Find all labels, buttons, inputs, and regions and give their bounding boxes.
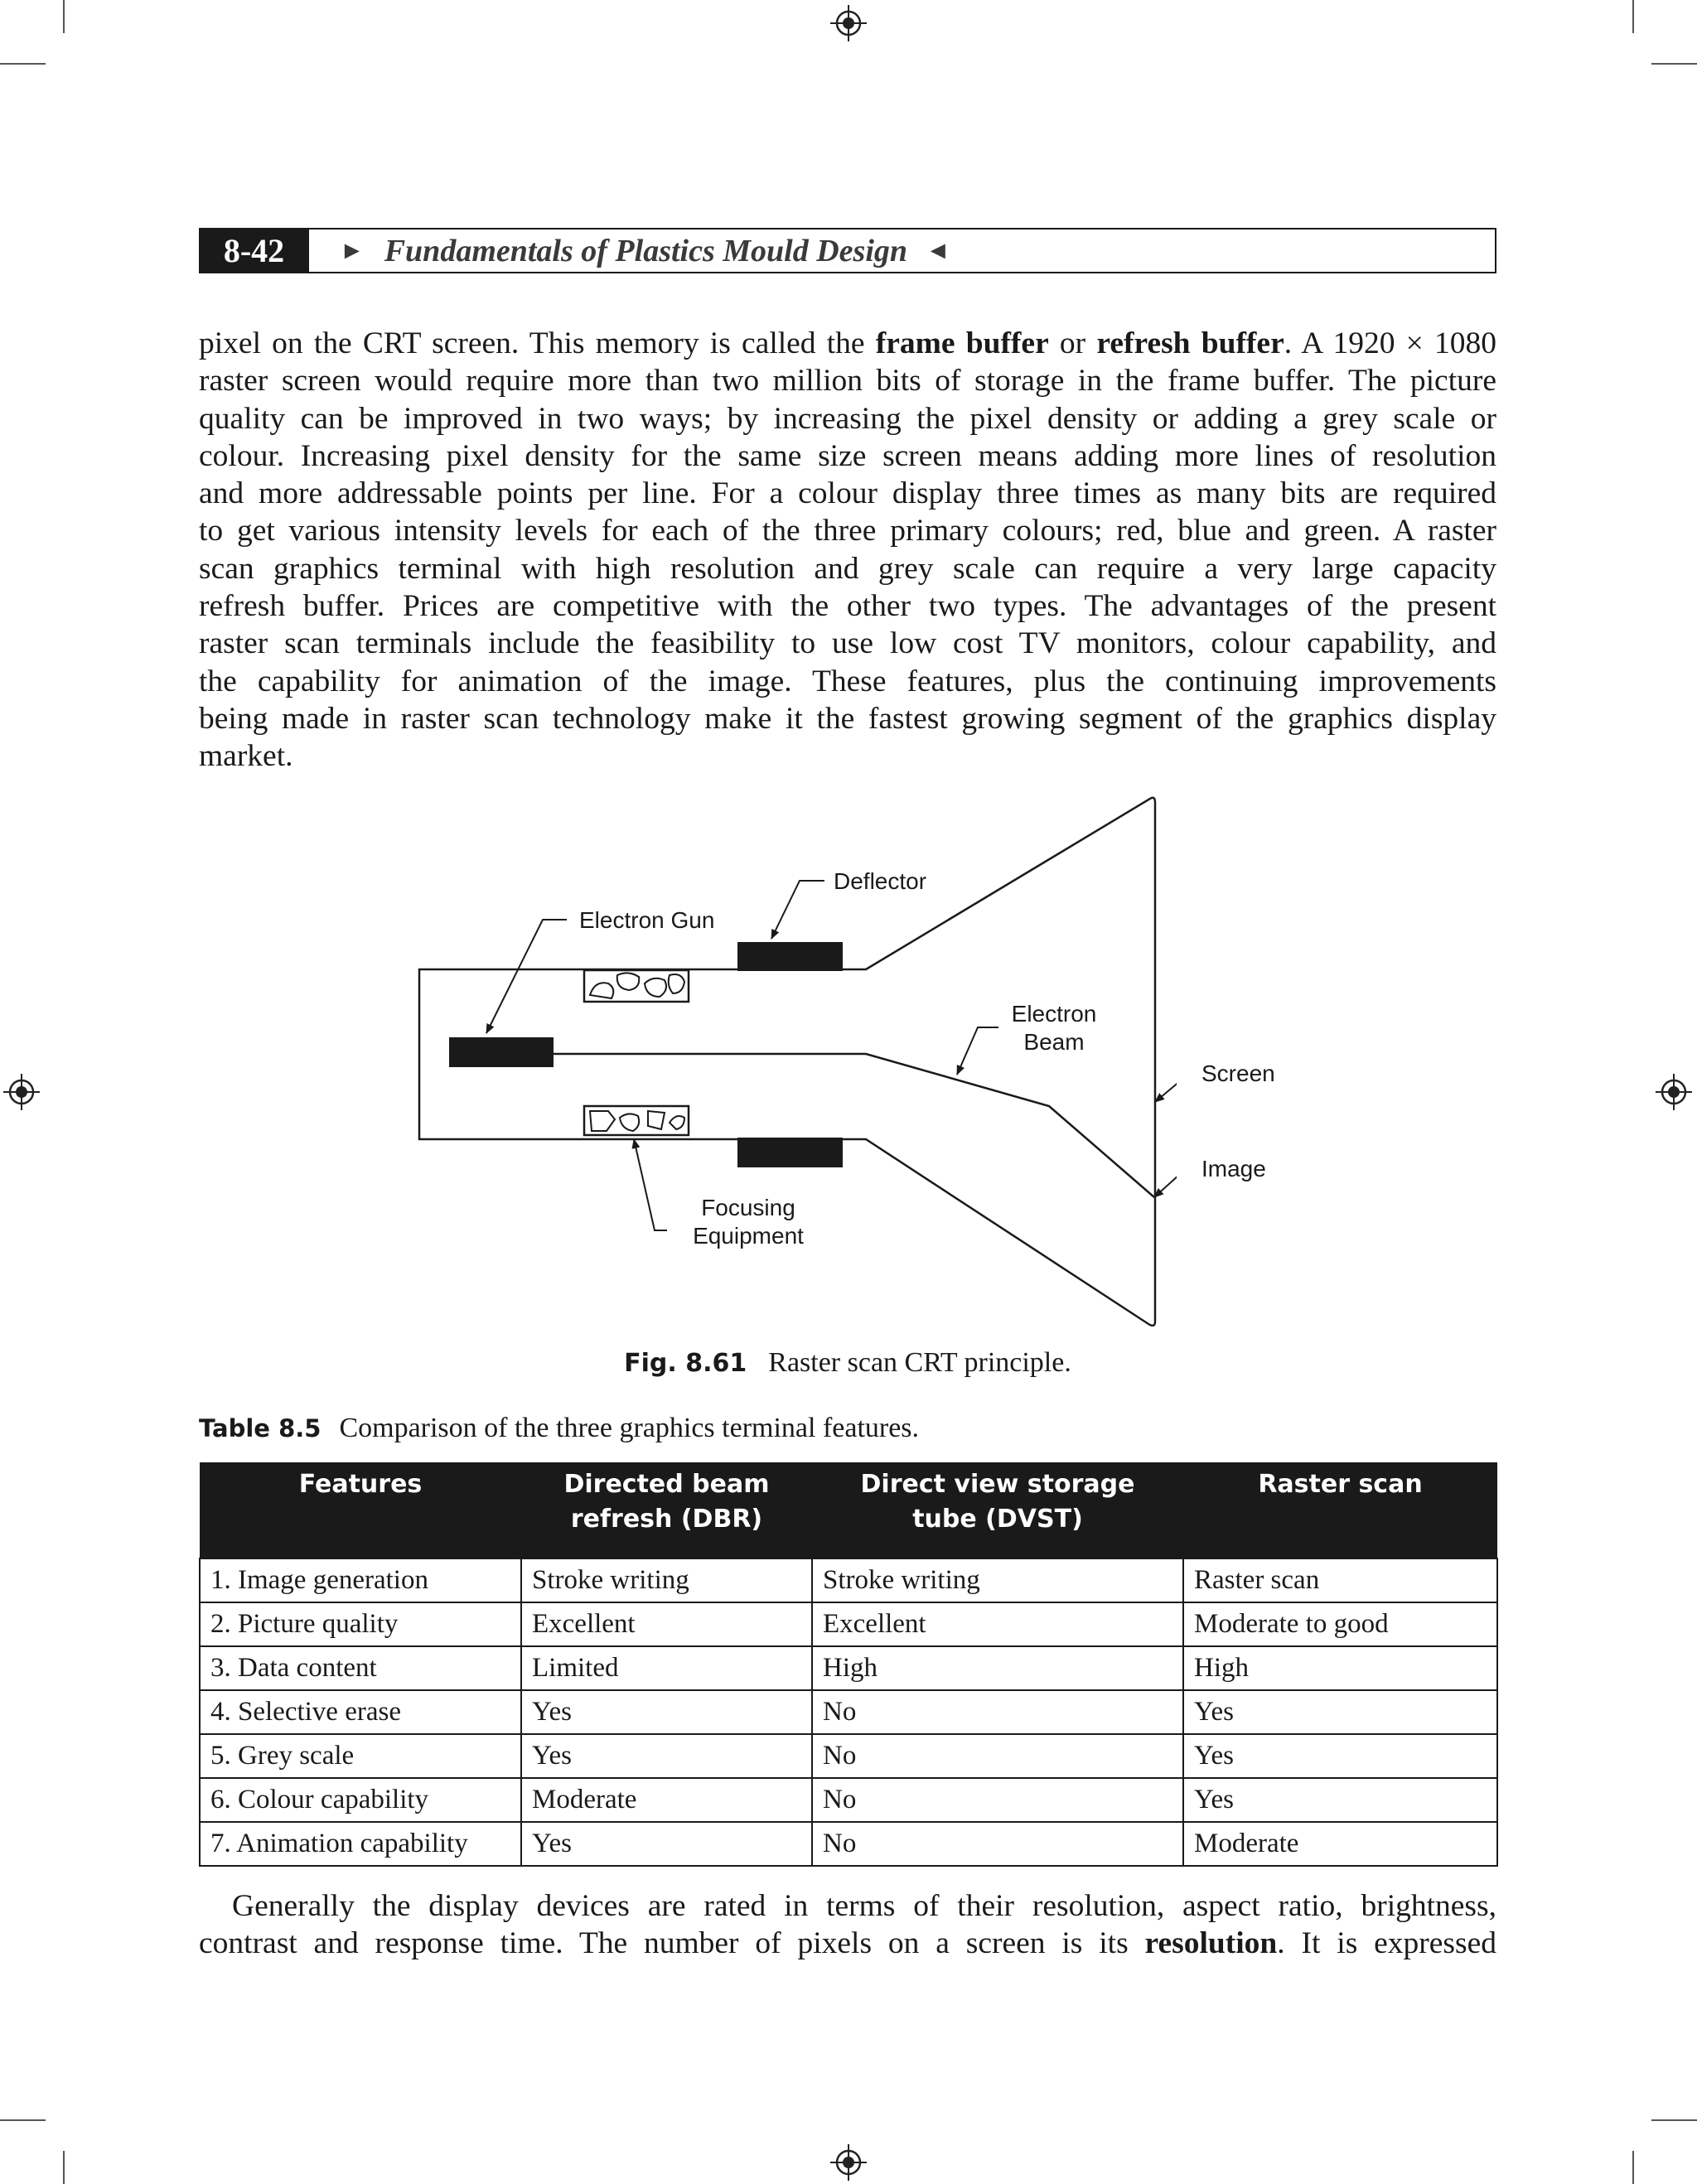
table-cell: 2. Picture quality xyxy=(200,1602,521,1646)
table-cell: 7. Animation capability xyxy=(200,1822,521,1866)
table-caption-text: Comparison of the three graphics terminal features. xyxy=(339,1413,920,1443)
focusing-equipment-bottom xyxy=(584,1106,689,1135)
table-cell: Excellent xyxy=(521,1602,812,1646)
table-cell: Moderate to good xyxy=(1183,1602,1497,1646)
table-header-row xyxy=(200,1462,1497,1558)
crop-mark xyxy=(63,2151,65,2184)
term-refresh-buffer: refresh buffer xyxy=(1096,326,1284,360)
text-line: and more addressable points per line. For a colour display three times as many bits are required xyxy=(199,476,1496,511)
body-paragraph-1 xyxy=(199,325,1496,776)
registration-mark-icon xyxy=(830,5,867,41)
table-cell: High xyxy=(812,1646,1183,1690)
registration-mark-icon xyxy=(3,1074,40,1110)
table-row xyxy=(200,1646,1497,1690)
focusing-equipment-top xyxy=(584,970,689,1002)
crt-diagram xyxy=(406,791,1177,1330)
figure-caption-text: Raster scan CRT principle. xyxy=(768,1347,1071,1378)
crop-mark xyxy=(1632,0,1634,33)
registration-mark-icon xyxy=(830,2144,867,2181)
table-cell: 1. Image generation xyxy=(200,1558,521,1602)
table-number: Table 8.5 xyxy=(199,1414,322,1442)
crop-mark xyxy=(1632,2151,1634,2184)
crop-mark xyxy=(1651,63,1697,65)
table-cell: Yes xyxy=(521,1822,812,1866)
table-cell: No xyxy=(812,1690,1183,1734)
table-cell: Yes xyxy=(521,1734,812,1778)
column-header: Directed beam refresh (DBR) xyxy=(521,1462,812,1558)
table-cell: Stroke writing xyxy=(521,1558,812,1602)
right-triangle-icon: ► xyxy=(340,236,365,264)
leader-screen xyxy=(1155,1077,1177,1102)
text-line: being made in raster scan technology make it the fastest growing segment of the graphics display xyxy=(199,701,1496,736)
table-cell: Yes xyxy=(1183,1778,1497,1822)
table-cell: 3. Data content xyxy=(200,1646,521,1690)
term-resolution: resolution xyxy=(1144,1926,1278,1961)
term-frame-buffer: frame buffer xyxy=(875,326,1049,360)
table-cell: No xyxy=(812,1822,1183,1866)
registration-mark-icon xyxy=(1656,1074,1692,1110)
table-caption xyxy=(199,1413,919,1444)
table-row xyxy=(200,1734,1497,1778)
text-line: Generally the display devices are rated in terms of their resolution, aspect ratio, brightness, xyxy=(232,1889,1496,1923)
electron-gun-block xyxy=(449,1037,554,1067)
table-cell: High xyxy=(1183,1646,1497,1690)
left-triangle-icon: ◄ xyxy=(926,236,950,264)
table-cell: Excellent xyxy=(812,1602,1183,1646)
table-row xyxy=(200,1822,1497,1866)
text-line: raster screen would require more than two million bits of storage in the frame buffer. The picture xyxy=(199,364,1496,399)
crop-mark xyxy=(1651,2119,1697,2121)
table-cell: Yes xyxy=(521,1690,812,1734)
label-screen: Screen xyxy=(1201,1061,1275,1086)
table-cell: Moderate xyxy=(521,1778,812,1822)
text-line: scan graphics terminal with high resolution and grey scale can require a very large capacity xyxy=(199,551,1496,586)
leader-deflector xyxy=(771,881,824,939)
figure-number: Fig. 8.61 xyxy=(624,1349,747,1378)
table-cell: No xyxy=(812,1778,1183,1822)
leader-electron-beam xyxy=(957,1027,998,1075)
text-line: market. xyxy=(199,739,293,774)
crop-mark xyxy=(0,2119,46,2121)
body-paragraph-2 xyxy=(199,1887,1496,1963)
table-cell: 4. Selective erase xyxy=(200,1690,521,1734)
table-row xyxy=(200,1558,1497,1602)
text-line: to get various intensity levels for each of the three primary colours; red, blue and green. A raster xyxy=(199,514,1496,548)
text-line: raster scan terminals include the feasibility to use low cost TV monitors, colour capability, and xyxy=(199,626,1496,661)
crop-mark xyxy=(63,0,65,33)
table-row xyxy=(200,1778,1497,1822)
page-number: 8-42 xyxy=(199,228,309,273)
column-header: Features xyxy=(200,1462,521,1558)
deflector-plate-bottom xyxy=(737,1138,843,1167)
label-focusing-2: Equipment xyxy=(693,1223,804,1249)
label-image: Image xyxy=(1201,1156,1266,1181)
table-cell: Raster scan xyxy=(1183,1558,1497,1602)
table-cell: No xyxy=(812,1734,1183,1778)
label-focusing-1: Focusing xyxy=(701,1195,795,1220)
table-cell: Yes xyxy=(1183,1734,1497,1778)
column-header: Raster scan xyxy=(1183,1462,1497,1558)
leader-focusing xyxy=(634,1139,667,1230)
text-line: contrast and response time. The number of pixels on a screen is its resolution. It is expressed xyxy=(199,1926,1496,1961)
text-line: the capability for animation of the image. These features, plus the continuing improvements xyxy=(199,664,1496,698)
running-header-title xyxy=(340,228,969,273)
table-row xyxy=(200,1602,1497,1646)
label-electron-beam-1: Electron xyxy=(1011,1001,1097,1027)
table-cell: 6. Colour capability xyxy=(200,1778,521,1822)
label-electron-beam-2: Beam xyxy=(1023,1029,1085,1055)
table-cell: Moderate xyxy=(1183,1822,1497,1866)
text-line: colour. Increasing pixel density for the same size screen means adding more lines of resolution xyxy=(199,438,1496,473)
deflector-plate-top xyxy=(737,942,843,971)
crop-mark xyxy=(0,63,46,65)
table-cell: Limited xyxy=(521,1646,812,1690)
table-cell: Yes xyxy=(1183,1690,1497,1734)
column-header: Direct view storage tube (DVST) xyxy=(812,1462,1183,1558)
leader-image xyxy=(1154,1168,1177,1197)
table-cell: 5. Grey scale xyxy=(200,1734,521,1778)
text-line: refresh buffer. Prices are competitive with the other two types. The advantages of the present xyxy=(199,589,1496,624)
book-title: Fundamentals of Plastics Mould Design xyxy=(384,233,908,268)
label-deflector: Deflector xyxy=(834,868,927,894)
label-electron-gun: Electron Gun xyxy=(579,907,715,933)
leader-electron-gun xyxy=(486,920,567,1033)
text-line: pixel on the CRT screen. This memory is called the frame buffer or refresh buffer. A 1920 × 1080 xyxy=(199,326,1496,360)
table-row xyxy=(200,1690,1497,1734)
text-line: quality can be improved in two ways; by increasing the pixel density or adding a grey scale or xyxy=(199,401,1496,436)
table-cell: Stroke writing xyxy=(812,1558,1183,1602)
figure-caption xyxy=(199,1347,1496,1379)
comparison-table xyxy=(199,1462,1496,1867)
